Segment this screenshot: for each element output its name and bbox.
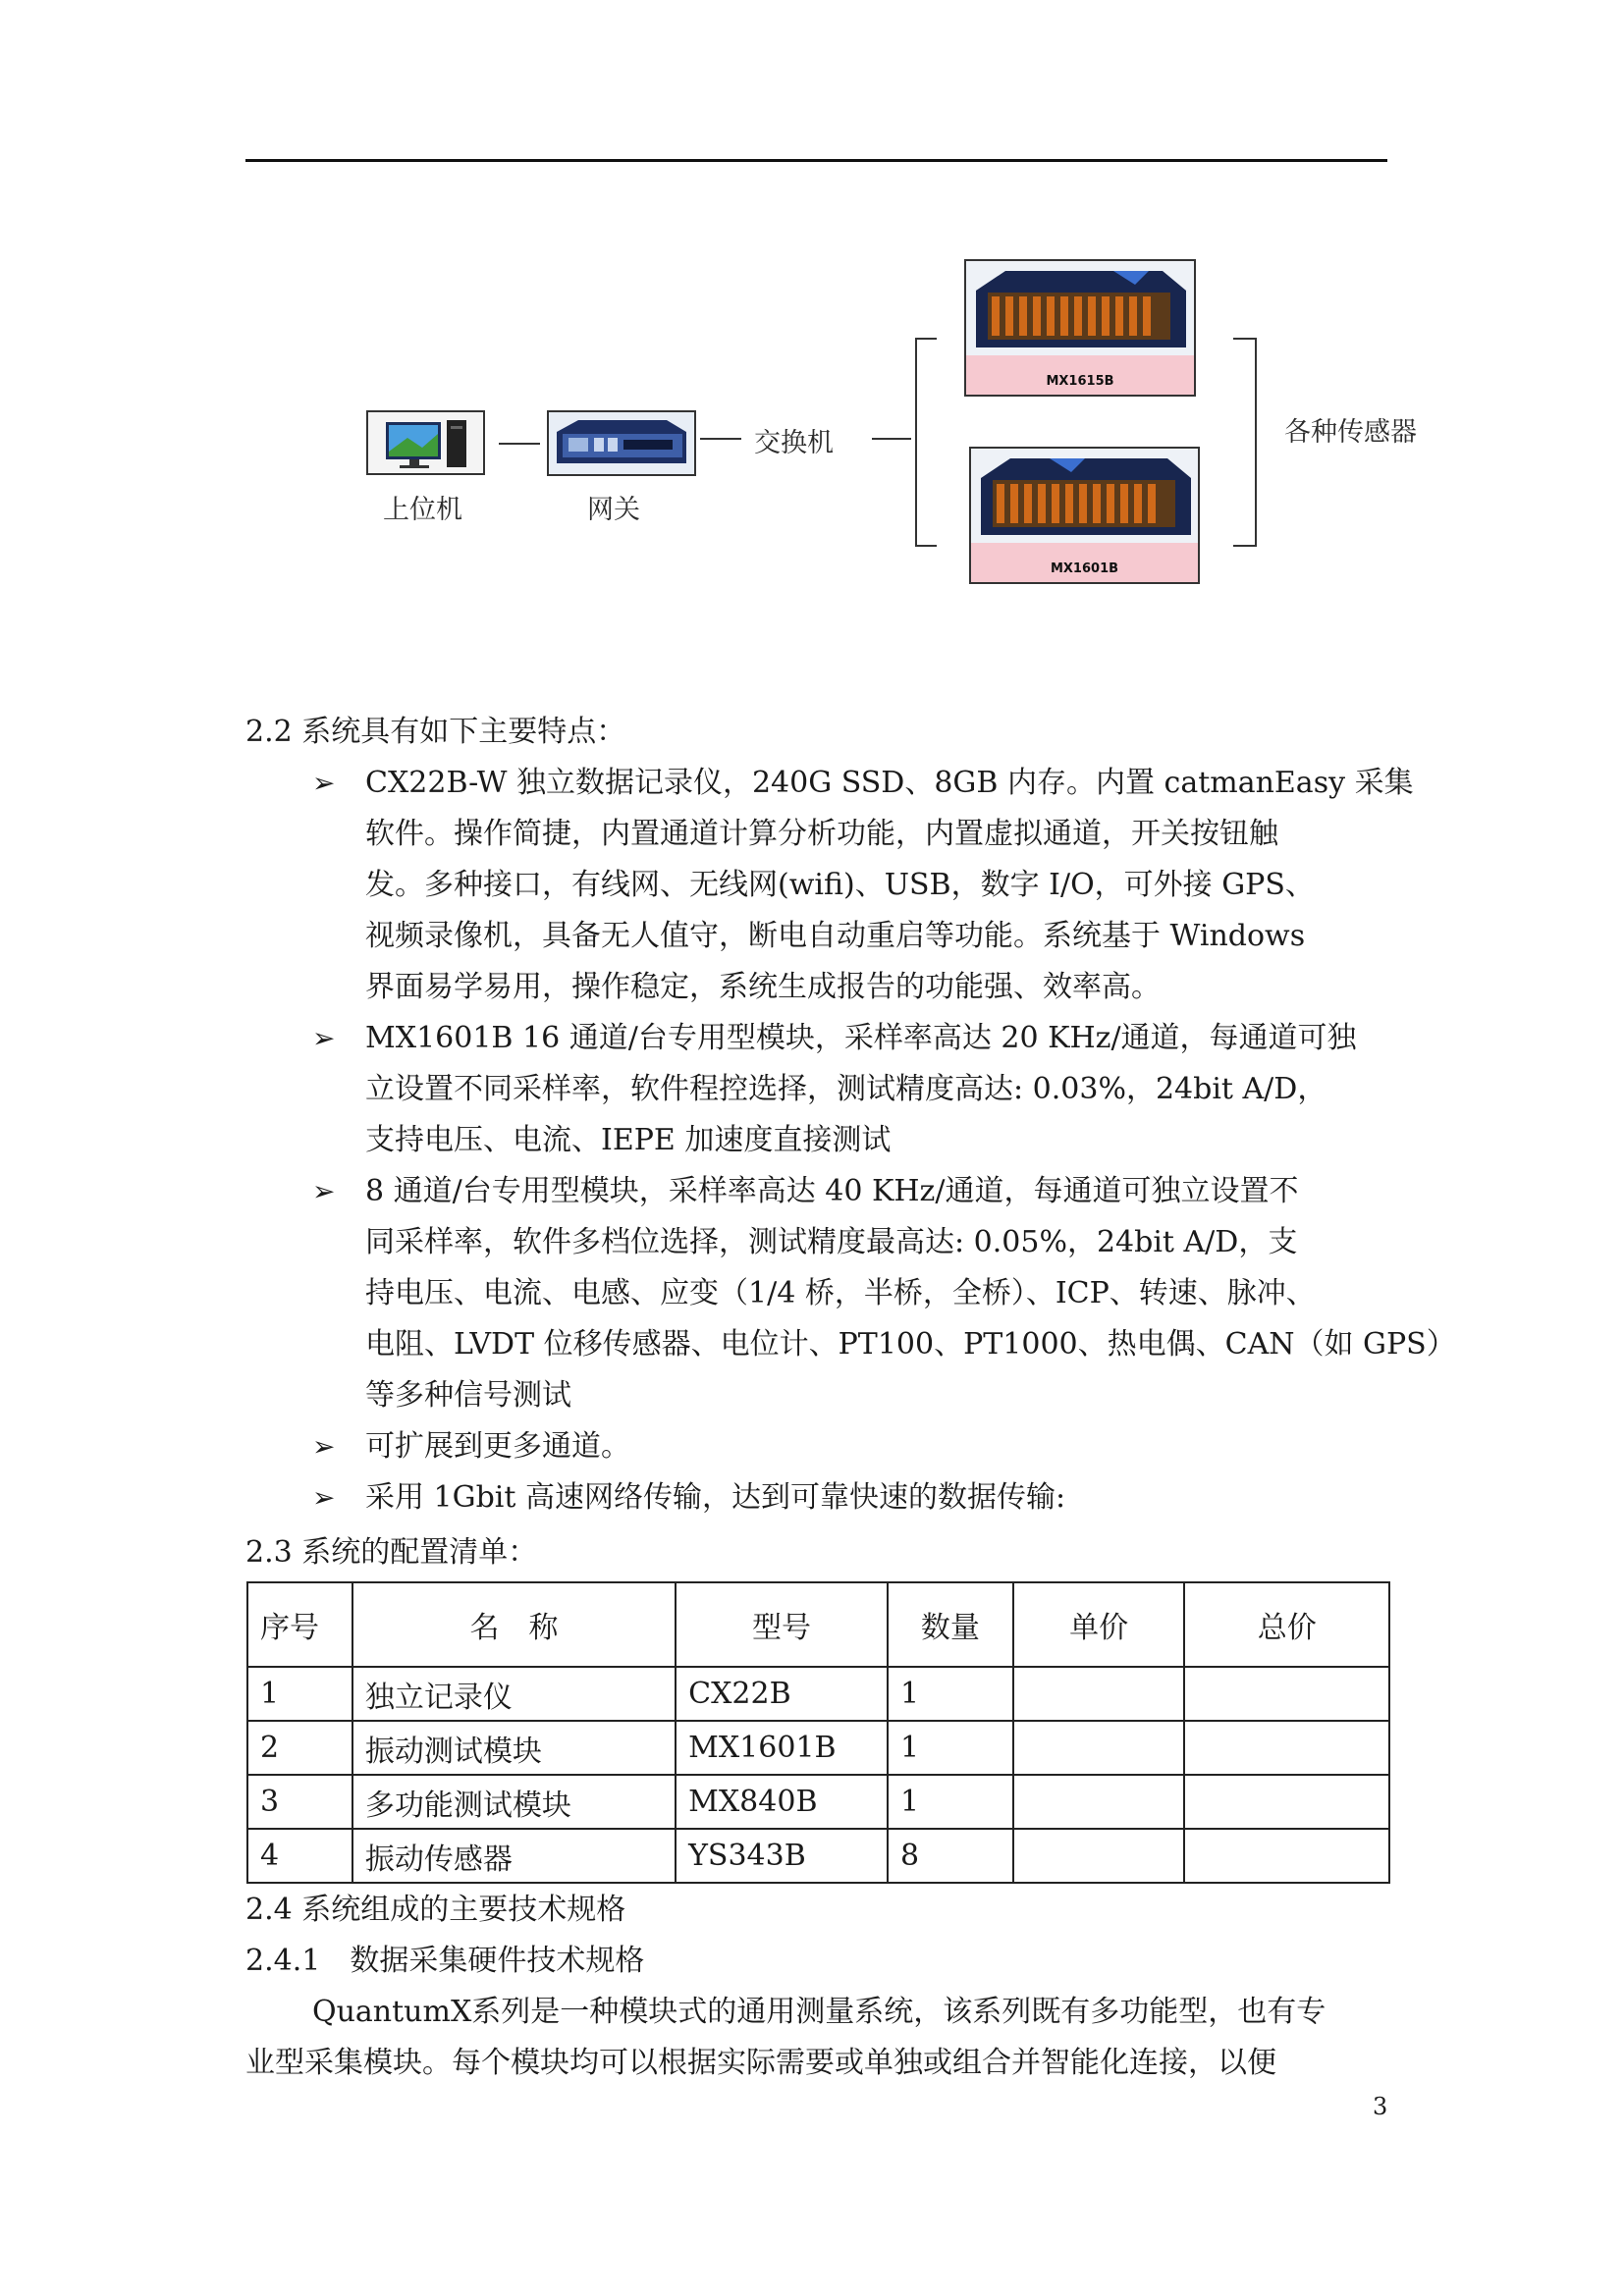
bullet-3-line: 持电压、电流、电感、应变（1/4 桥，半桥，全桥）、ICP、转速、脉冲、	[365, 1276, 1316, 1310]
gateway-label: 网关	[587, 495, 640, 525]
section-2-4-heading: 2.4 系统组成的主要技术规格	[245, 1893, 626, 1927]
body-paragraph-line: QuantumX系列是一种模块式的通用测量系统，该系列既有多功能型，也有专	[312, 1995, 1326, 2029]
bullet-2-line: MX1601B 16 通道/台专用型模块，采样率高达 20 KHz/通道，每通道可独	[365, 1021, 1357, 1055]
table-row	[247, 1667, 1389, 1721]
table-cell	[1184, 1775, 1389, 1829]
left-bracket-top	[915, 338, 937, 340]
module-device-icon	[971, 449, 1198, 547]
host-label: 上位机	[383, 495, 462, 525]
module-image-bottom	[969, 447, 1200, 584]
table-cell: MX840B	[676, 1775, 888, 1829]
link-host-gateway	[499, 443, 540, 445]
bullet-1-line: 发。多种接口，有线网、无线网(wifi)、USB，数字 I/O，可外接 GPS、	[365, 868, 1315, 902]
switch-label: 交换机	[754, 428, 834, 458]
table-cell	[1013, 1829, 1185, 1883]
table-row	[247, 1829, 1389, 1883]
table-cell	[1184, 1829, 1389, 1883]
column-header: 序号	[247, 1582, 352, 1667]
module-name-top: MX1615B	[1046, 374, 1114, 389]
table-cell: CX22B	[676, 1667, 888, 1721]
table-cell	[1013, 1667, 1185, 1721]
arrow-bullet-icon: ➢	[312, 1175, 336, 1207]
bullet-3-line: 等多种信号测试	[365, 1378, 571, 1413]
section-2-4-1-heading: 2.4.1 数据采集硬件技术规格	[245, 1944, 645, 1978]
arrow-bullet-icon: ➢	[312, 1481, 336, 1514]
page-number: 3	[1373, 2093, 1388, 2120]
table-cell: 1	[888, 1721, 1013, 1775]
arrow-bullet-icon: ➢	[312, 1430, 336, 1463]
table-cell: 1	[888, 1667, 1013, 1721]
bullet-1-line: 视频录像机，具备无人值守，断电自动重启等功能。系统基于 Windows	[365, 919, 1306, 953]
table-header-row	[247, 1582, 1389, 1667]
table-cell: MX1601B	[676, 1721, 888, 1775]
bullet-2-line: 立设置不同采样率，软件程控选择，测试精度高达: 0.03%，24bit A/D，	[365, 1072, 1327, 1106]
right-bracket-top	[1233, 338, 1257, 340]
module-name-bottom: MX1601B	[1050, 561, 1119, 576]
table-cell: 1	[247, 1667, 352, 1721]
column-header: 数量	[888, 1582, 1013, 1667]
bullet-3-line: 同采样率，软件多档位选择，测试精度最高达: 0.05%，24bit A/D，支	[365, 1225, 1298, 1259]
module-device-icon	[966, 261, 1194, 359]
header-rule	[245, 159, 1387, 162]
left-bracket	[915, 338, 917, 547]
bullet-1-line: 界面易学易用，操作稳定，系统生成报告的功能强、效率高。	[365, 970, 1161, 1004]
table-cell: 2	[247, 1721, 352, 1775]
column-header: 单价	[1013, 1582, 1185, 1667]
gateway-device-icon	[549, 412, 694, 474]
right-bracket	[1255, 338, 1257, 547]
table-row	[247, 1775, 1389, 1829]
column-header: 名 称	[352, 1582, 676, 1667]
left-bracket-bottom	[915, 545, 937, 547]
config-table	[246, 1581, 1390, 1884]
table-cell: 独立记录仪	[352, 1667, 676, 1721]
table-cell: 振动传感器	[352, 1829, 676, 1883]
table-cell: 1	[888, 1775, 1013, 1829]
bullet-5-line: 采用 1Gbit 高速网络传输，达到可靠快速的数据传输:	[365, 1480, 1066, 1515]
table-cell	[1013, 1721, 1185, 1775]
module-image-top	[964, 259, 1196, 397]
bullet-2-line: 支持电压、电流、IEPE 加速度直接测试	[365, 1123, 892, 1157]
column-header: 总价	[1184, 1582, 1389, 1667]
gateway-image	[547, 410, 696, 476]
right-bracket-bottom	[1233, 545, 1257, 547]
bullet-3-line: 电阻、LVDT 位移传感器、电位计、PT100、PT1000、热电偶、CAN（如 GPS）	[365, 1327, 1456, 1362]
link-gateway-switch	[700, 438, 741, 440]
table-cell: 多功能测试模块	[352, 1775, 676, 1829]
table-cell: 振动测试模块	[352, 1721, 676, 1775]
sensors-label: 各种传感器	[1284, 417, 1417, 448]
bullet-4-line: 可扩展到更多通道。	[365, 1429, 630, 1464]
computer-icon	[368, 412, 483, 473]
link-switch-bracket	[872, 438, 911, 440]
table-cell: 8	[888, 1829, 1013, 1883]
table-cell: YS343B	[676, 1829, 888, 1883]
column-header: 型号	[676, 1582, 888, 1667]
section-2-3-heading: 2.3 系统的配置清单：	[245, 1535, 538, 1570]
table-row	[247, 1721, 1389, 1775]
table-cell: 4	[247, 1829, 352, 1883]
body-paragraph-line: 业型采集模块。每个模块均可以根据实际需要或单独或组合并智能化连接，以便	[245, 2046, 1276, 2080]
table-cell	[1013, 1775, 1185, 1829]
section-2-2-heading: 2.2 系统具有如下主要特点：	[245, 715, 626, 749]
bullet-3-line: 8 通道/台专用型模块，采样率高达 40 KHz/通道，每通道可独立设置不	[365, 1174, 1299, 1208]
bullet-1-line: CX22B-W 独立数据记录仪，240G SSD、8GB 内存。内置 catmanEasy 采集	[365, 766, 1414, 800]
host-computer-image	[366, 410, 485, 475]
table-cell	[1184, 1721, 1389, 1775]
table-cell: 3	[247, 1775, 352, 1829]
arrow-bullet-icon: ➢	[312, 767, 336, 799]
bullet-1-line: 软件。操作简捷，内置通道计算分析功能，内置虚拟通道，开关按钮触	[365, 817, 1278, 851]
arrow-bullet-icon: ➢	[312, 1022, 336, 1054]
table-cell	[1184, 1667, 1389, 1721]
